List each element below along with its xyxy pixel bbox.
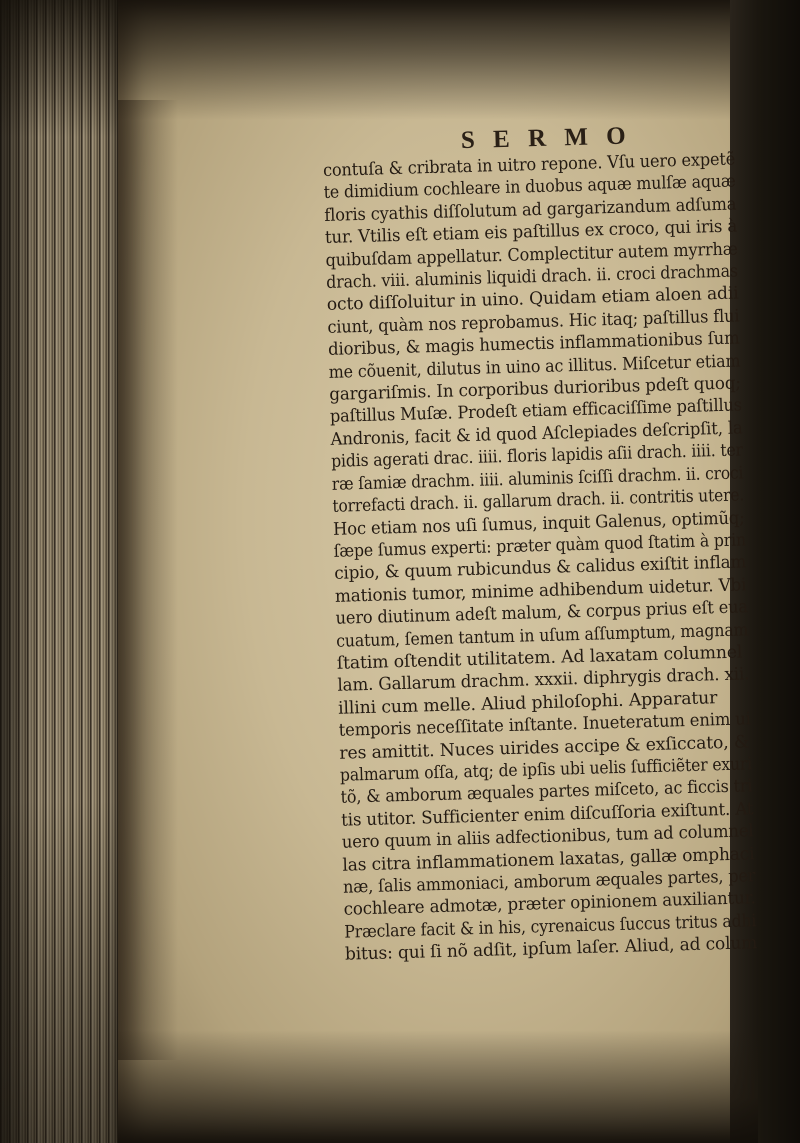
text-line: cipio, & quum rubicundus & calidus exiſtit inflam [334, 552, 747, 585]
text-line: ciunt, quàm nos reprobamus. Hic itaq; paſtillus flui [327, 306, 740, 338]
gutter-shadow [118, 100, 178, 1060]
text-line: Andronis, facit & id quod Aſclepiades deſcripſit, la [330, 418, 743, 450]
text-line: tur. Vtilis eſt etiam eis paſtillus ex croco, qui iris à [324, 216, 738, 249]
text-line: uero quum in aliis adfectionibus, tum ad columnel [341, 821, 754, 853]
text-line: drach. viii. aluminis liquidi drach. ii. croci drachmas [325, 261, 739, 293]
text-line: mationis tumor, minime adhibendum uidetur. Vbi [334, 575, 747, 607]
text-line: cuatum, ſemen tantum in uſum aſſumptum, magnam [335, 619, 749, 652]
text-line: uero diutinum adeſt malum, & corpus prius eſt eua [335, 597, 749, 629]
text-line: torrefacti drach. ii. gallarum drach. ii. contritis utere. [332, 485, 745, 517]
text-line: me cõuenit, dilutus in uino ac illitus. Miſcetur etiam [328, 351, 741, 383]
text-line: næ, ſalis ammoniaci, amborum æquales partes, per [342, 866, 756, 898]
text-line: temporis neceſſitate inſtante. Inueteratum enim ui [338, 709, 752, 741]
text-line: tõ, & amborum æquales partes miſceto, ac ficcis tri [340, 776, 753, 809]
text-line: quibuſdam appellatur. Complectitur autem myrrhæ [325, 239, 738, 271]
text-line: pidis agerati drac. iiii. floris lapidis aſii drach. iiii. ter [330, 440, 744, 473]
text-line: illini cum melle. Aliud philoſophi. Apparatur [337, 687, 718, 719]
text-line: dioribus, & magis humectis inflammationibus ſum [327, 328, 740, 361]
text-line: tis utitor. Sufficienter enim diſcuſſoria exiſtunt. At [340, 799, 754, 831]
fore-edge-shadow [0, 0, 130, 1143]
text-line: palmarum oſſa, atq; de ipſis ubi uelis ſufficiẽter exuri [339, 754, 753, 786]
page-top-shadow [118, 0, 758, 120]
page-bottom-shadow [118, 1030, 758, 1143]
text-line: bitus: qui ſi nõ adſit, ipſum laſer. Aliud, ad colum [344, 933, 758, 965]
page-text-block [322, 120, 765, 966]
text-line: Præclare facit & in his, cyrenaicus ſuccus tritus adhi [344, 910, 757, 943]
running-head: S E R M O [460, 122, 632, 155]
text-line: ræ ſamiæ drachm. iiii. aluminis ſciſſi drachm. ii. croci [331, 463, 744, 495]
text-line: floris cyathis diſſolutum ad gargarizandum adſuma [324, 194, 737, 226]
text-line: cochleare admotæ, præter opinionem auxiliantur. [343, 888, 756, 921]
text-line: las citra inflammationem laxatas, gallæ omphaci [342, 843, 755, 876]
text-line: ſtatim oſtendit utilitatem. Ad laxatam columnel [336, 642, 743, 674]
text-line: paſtillus Muſæ. Prodeſt etiam efficaciſſime paſtillus [329, 395, 743, 428]
text-line: res amittit. Nuces uirides accipe & exſiccato, & [339, 731, 750, 764]
text-line: contuſa & cribrata in uitro repone. Vſu uero expetẽ [322, 149, 736, 181]
text-line: lam. Gallarum drachm. xxxii. diphrygis drach. xii. [337, 664, 750, 697]
text-lines [323, 148, 765, 966]
text-line: Hoc etiam nos uſi ſumus, inquit Galenus, optimũq; [332, 507, 745, 540]
text-line: te dimidium cochleare in duobus aquæ mulſæ aquæ [323, 171, 736, 204]
text-line: ſæpe ſumus experti: præter quàm quod ſtatim à prin [333, 530, 747, 562]
text-line: octo diſſoluitur in uino. Quidam etiam aloen adii [326, 283, 739, 316]
text-line: gargariſmis. In corporibus durioribus pdeſt quoq; [329, 373, 742, 405]
